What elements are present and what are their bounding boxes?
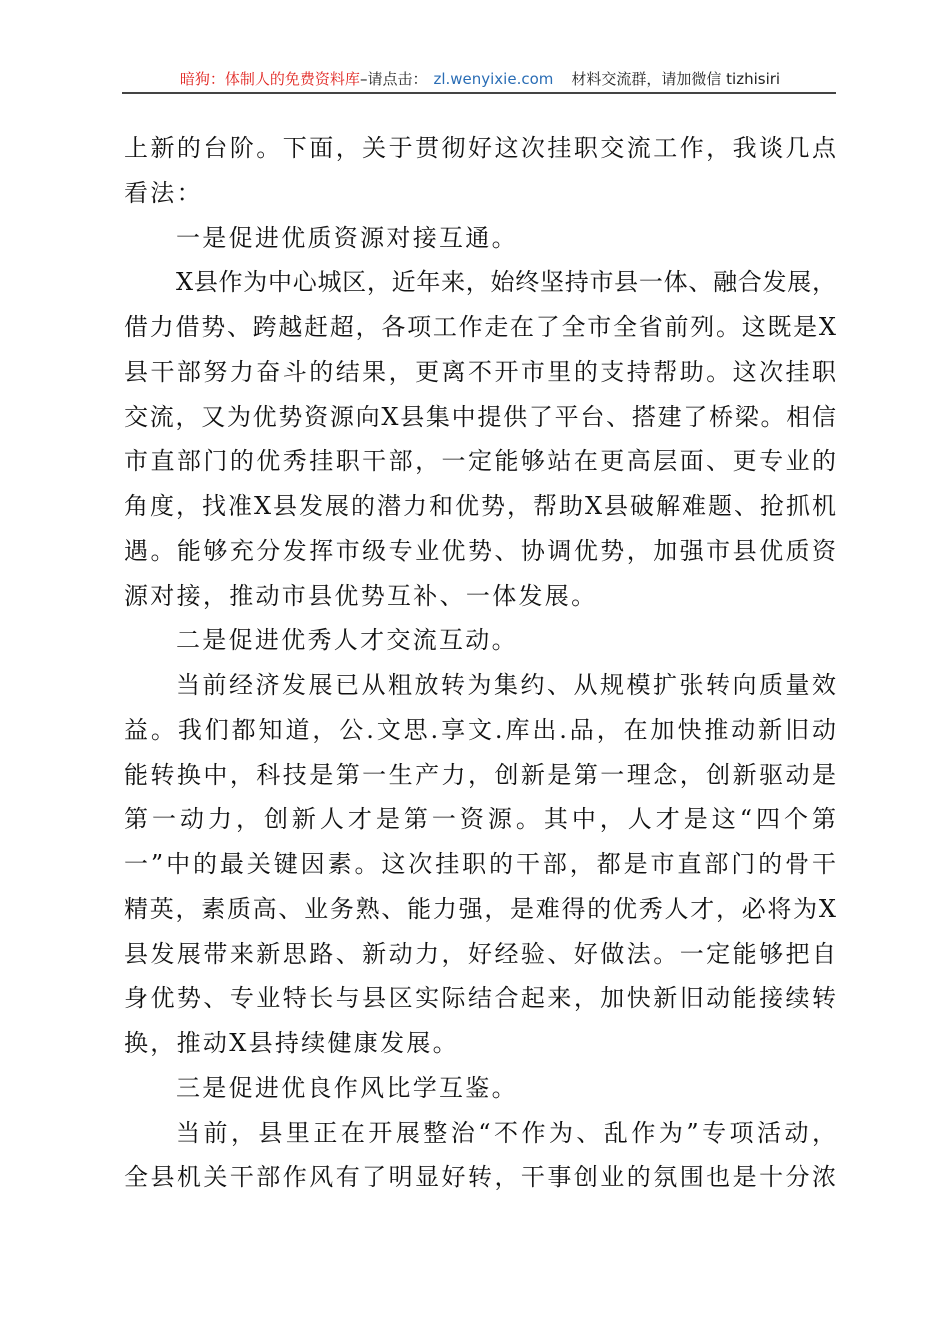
text-line: 当前，县里正在开展整治“不作为、乱作为”专项活动， <box>176 1118 836 1147</box>
header-divider <box>122 92 836 94</box>
header-brand: 暗狗：体制人的免费资料库 <box>179 70 360 88</box>
text-line: 市直部门的优秀挂职干部，一定能够站在更高层面、更专业的 <box>124 447 836 476</box>
text-line: 二是促进优秀人才交流互动。 <box>176 626 518 655</box>
text-line: 交流，又为优势资源向X县集中提供了平台、搭建了桥梁。相信 <box>124 402 836 431</box>
text-line: 能转换中，科技是第一生产力，创新是第一理念，创新驱动是 <box>124 760 836 789</box>
text-line: 一”中的最关键因素。这次挂职的干部，都是市直部门的骨干 <box>124 850 836 878</box>
text-line: 县干部努力奋斗的结果，更离不开市里的支持帮助。这次挂职 <box>124 357 836 386</box>
text-line: 三是促进优良作风比学互鉴。 <box>176 1073 518 1102</box>
text-line: 源对接，推动市县优势互补、一体发展。 <box>124 581 598 610</box>
header-group-info: 材料交流群，请加微信 tizhisiri <box>571 70 781 88</box>
text-line: 角度，找准X县发展的潜力和优势，帮助X县破解难题、抢抓机 <box>124 492 836 520</box>
text-line: 精英，素质高、业务熟、能力强，是难得的优秀人才，必将为X <box>124 894 836 923</box>
document-body <box>124 126 836 1200</box>
text-line: 遇。能够充分发挥市级专业优势、协调优势，加强市县优质资 <box>124 536 836 565</box>
text-line: 借力借势、跨越赶超，各项工作走在了全市全省前列。这既是X <box>124 313 836 341</box>
text-line: 一是促进优质资源对接互通。 <box>176 223 518 252</box>
text-line: X县作为中心城区，近年来，始终坚持市县一体、融合发展， <box>176 268 836 297</box>
text-line: 当前经济发展已从粗放转为集约、从规模扩张转向质量效 <box>176 671 836 699</box>
text-line: 身优势、专业特长与县区实际结合起来，加快新旧动能接续转 <box>124 984 836 1013</box>
text-line: 换，推动X县持续健康发展。 <box>124 1029 459 1057</box>
header-link[interactable]: zl.wenyixie.com <box>433 70 554 88</box>
text-line: 益。我们都知道，公.文思.享文.库出.品，在加快推动新旧动 <box>124 715 836 744</box>
text-line: 全县机关干部作风有了明显好转，干事创业的氛围也是十分浓 <box>124 1163 836 1192</box>
text-line: 县发展带来新思路、新动力，好经验、好做法。一定能够把自 <box>124 939 836 968</box>
text-line: 看法： <box>124 178 203 207</box>
header-prompt: –请点击： <box>359 70 428 88</box>
page-header <box>124 68 836 89</box>
text-line: 第一动力，创新人才是第一资源。其中，人才是这“四个第 <box>124 805 836 834</box>
text-line: 上新的台阶。下面，关于贯彻好这次挂职交流工作，我谈几点 <box>124 134 836 162</box>
